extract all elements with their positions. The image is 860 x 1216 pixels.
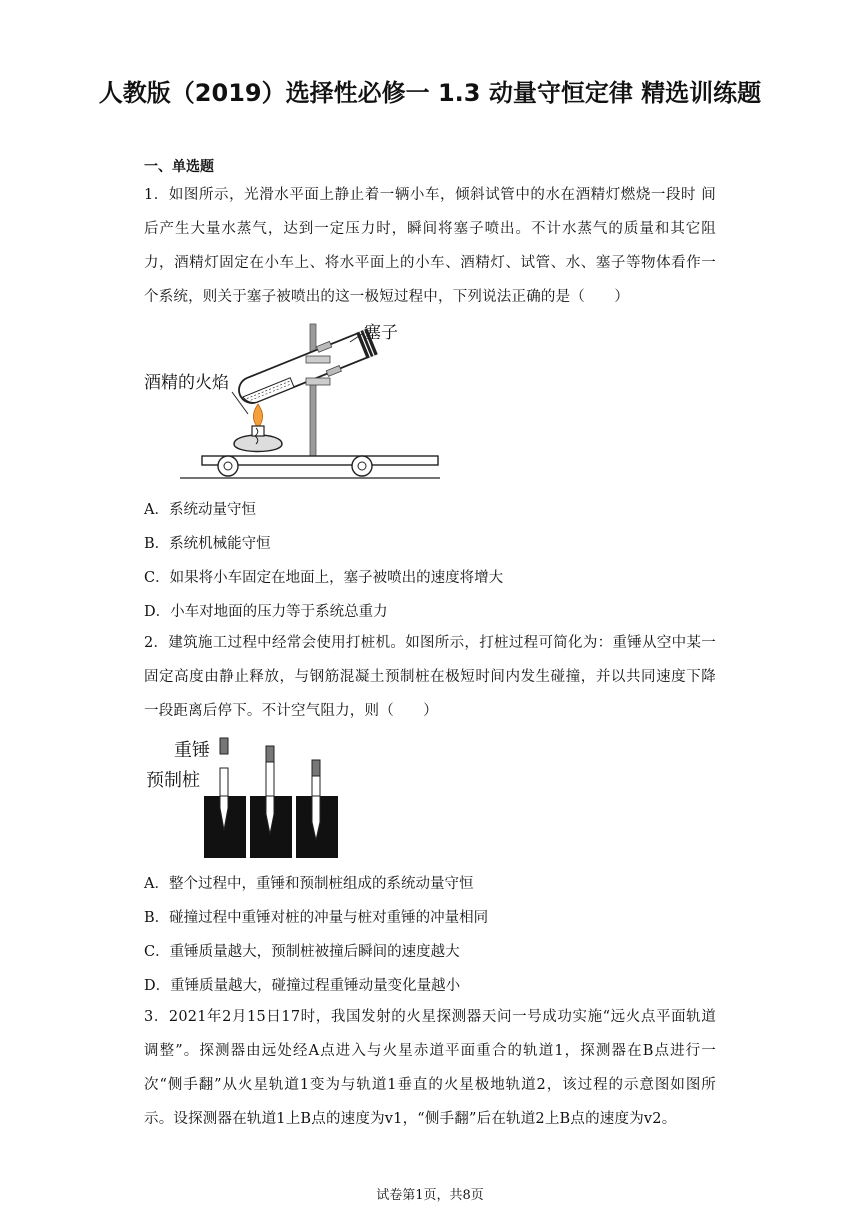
page-footer: 试卷第1页，共8页 bbox=[376, 1188, 484, 1203]
question-1-option-d: D．小车对地面的压力等于系统总重力 bbox=[144, 604, 388, 620]
flame-label: 酒精的火焰 bbox=[144, 373, 229, 393]
question-2-option-b: B．碰撞过程中重锤对桩的冲量与桩对重锤的冲量相同 bbox=[144, 910, 489, 926]
question-2-stem: 2．建筑施工过程中经常会使用打桩机。如图所示，打桩过程可简化为：重锤从空中某一固定高度由静止释放，与钢筋混凝土预制桩在极短时间内发生碰撞，并以共同速度下降一段距离后停下。不计空气阻力，则（ ） bbox=[144, 635, 716, 719]
question-2-option-c: C．重锤质量越大，预制桩被撞后瞬间的速度越大 bbox=[144, 944, 460, 960]
question-1-stem: 1．如图所示，光滑水平面上静止着一辆小车，倾斜试管中的水在酒精灯燃烧一段时 间后产生大量水蒸气，达到一定压力时，瞬间将塞子喷出。不计水蒸气的质量和其它阻力，酒精灯固定在小车上、将水平面上的小车、酒精灯、试管、水、塞子等物体看作一个系统，则关于塞子被喷出的这一极短过程中，下列说法正确的是（ ） bbox=[144, 187, 716, 305]
question-1-option-c: C．如果将小车固定在地面上，塞子被喷出的速度将增大 bbox=[144, 570, 504, 586]
question-1-figure bbox=[140, 318, 440, 484]
question-2-option-d: D．重锤质量越大，碰撞过程重锤动量变化量越小 bbox=[144, 978, 461, 994]
question-2-figure bbox=[140, 730, 360, 860]
question-3-stem: 3．2021年2月15日17时，我国发射的火星探测器天问一号成功实施“远火点平面轨道调整”。探测器由远处经A点进入与火星赤道平面重合的轨道1，探测器在B点进行一次“侧手翻”从火星轨道1变为与轨道1垂直的火星极地轨道2，该过程的示意图如图所示。设探测器在轨道1上B点的速度为v1，“侧手翻”后在轨道2上B点的速度为v2。 bbox=[144, 1009, 716, 1127]
hammer-label: 重锤 bbox=[174, 740, 210, 761]
stopper-label: 塞子 bbox=[364, 323, 398, 343]
section-heading: 一、单选题 bbox=[144, 159, 214, 175]
document-title: 人教版（2019）选择性必修一 1.3 动量守恒定律 精选训练题 bbox=[98, 79, 762, 107]
pile-label: 预制桩 bbox=[146, 770, 200, 791]
question-1-option-b: B．系统机械能守恒 bbox=[144, 536, 271, 552]
question-2-option-a: A．整个过程中，重锤和预制桩组成的系统动量守恒 bbox=[144, 876, 474, 892]
question-1-option-a: A．系统动量守恒 bbox=[144, 502, 256, 518]
